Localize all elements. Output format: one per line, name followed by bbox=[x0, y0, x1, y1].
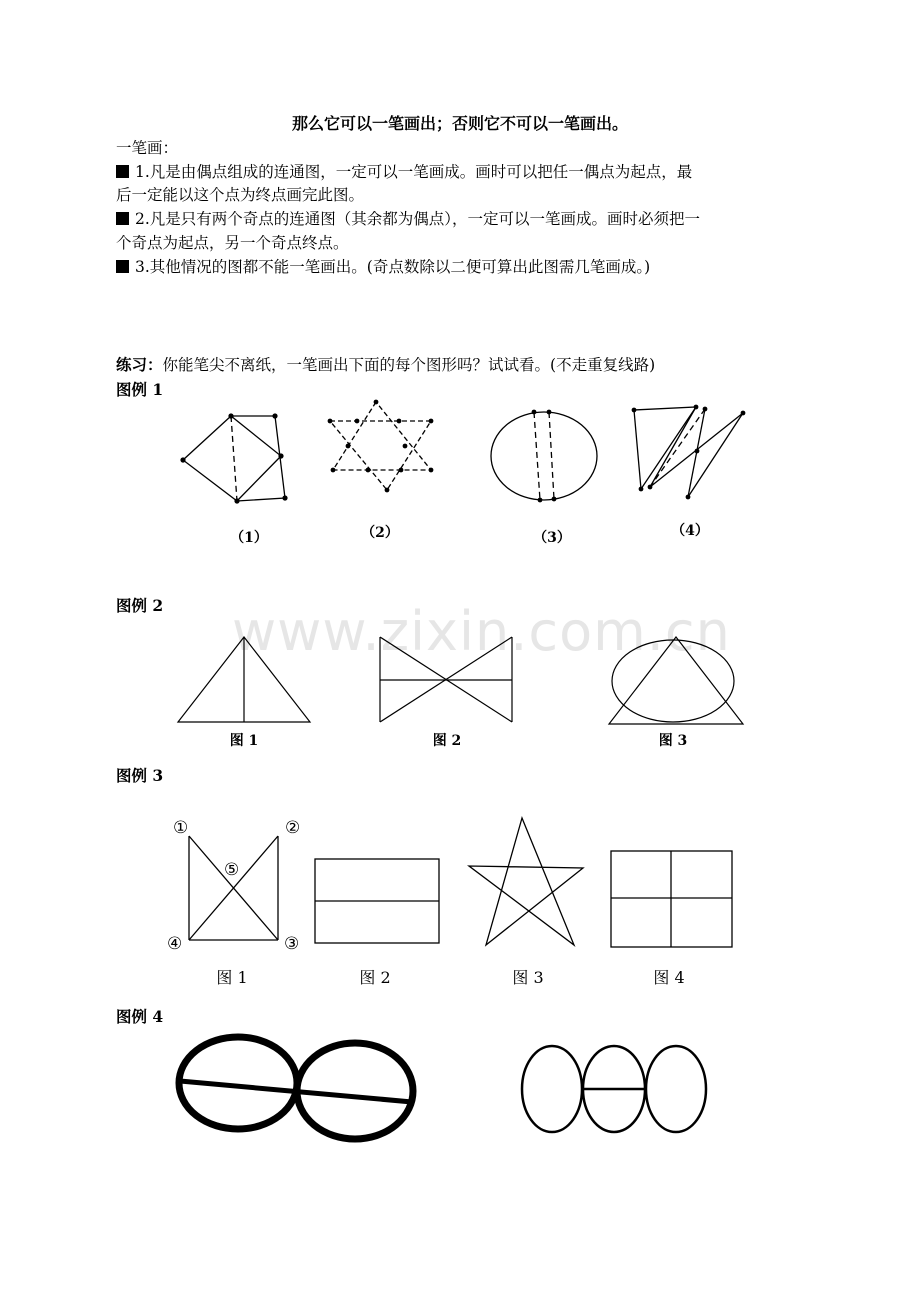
ex1-caption-1: （1） bbox=[230, 530, 268, 546]
example-1-label: 图例 1 bbox=[116, 380, 164, 399]
ex3-marker-1: ① bbox=[173, 818, 189, 838]
watermark: www.zixin.com.cn bbox=[232, 600, 731, 663]
ex1-caption-2: （2） bbox=[361, 525, 399, 541]
ex3-caption-2: 图 2 bbox=[359, 968, 391, 987]
ex2-caption-2: 图 2 bbox=[432, 733, 462, 749]
example-4-label: 图例 4 bbox=[116, 1007, 164, 1026]
rule-3-line-1: 3.其他情况的图都不能一笔画出。(奇点数除以二便可算出此图需几笔画成。) bbox=[116, 256, 650, 278]
ex2-caption-1: 图 1 bbox=[229, 733, 259, 749]
heading: 那么它可以一笔画出；否则它不可以一笔画出。 bbox=[291, 114, 628, 133]
rule-1-line-2: 后一定能以这个点为终点画完此图。 bbox=[116, 186, 365, 204]
rule-2-line-2: 个奇点为起点，另一个奇点终点。 bbox=[116, 234, 349, 252]
ex3-marker-5: ⑤ bbox=[224, 860, 240, 880]
ex3-caption-1: 图 1 bbox=[216, 968, 248, 987]
ex2-caption-3: 图 3 bbox=[658, 733, 688, 749]
ex3-caption-4: 图 4 bbox=[653, 968, 685, 987]
ex3-marker-4: ④ bbox=[167, 934, 183, 954]
ex3-marker-2: ② bbox=[285, 818, 301, 838]
ex3-marker-3: ③ bbox=[284, 934, 300, 954]
example-3-label: 图例 3 bbox=[116, 766, 164, 785]
rule-1-line-1: 1.凡是由偶点组成的连通图，一定可以一笔画成。画时可以把任一偶点为起点，最 bbox=[116, 161, 692, 183]
rule-2-line-1: 2.凡是只有两个奇点的连通图（其余都为偶点），一定可以一笔画成。画时必须把一 bbox=[116, 208, 700, 230]
example-2-label: 图例 2 bbox=[116, 596, 164, 615]
ex1-caption-4: （4） bbox=[671, 523, 709, 539]
ex1-caption-3: （3） bbox=[533, 530, 571, 546]
practice-line: 练习：你能笔尖不离纸，一笔画出下面的每个图形吗？试试看。(不走重复线路) bbox=[116, 355, 656, 374]
ex3-caption-3: 图 3 bbox=[512, 968, 544, 987]
rules-title: 一笔画： bbox=[116, 139, 179, 157]
